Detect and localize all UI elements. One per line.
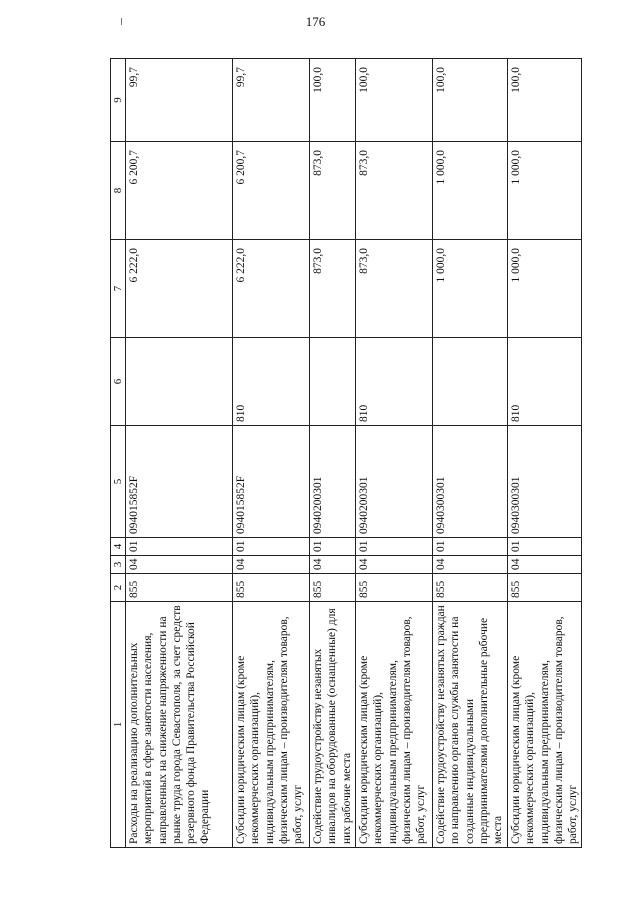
- col-header: 6: [111, 338, 126, 426]
- table-row: [356, 59, 433, 848]
- scan-mark: [121, 18, 122, 25]
- amount-cell: 6 200,7: [233, 142, 310, 240]
- rotated-table-area: [110, 59, 580, 848]
- code-cell: 04: [508, 556, 582, 574]
- amount-cell: 6 200,7: [126, 142, 233, 240]
- amount-cell: 6 222,0: [126, 240, 233, 338]
- code-cell: 04: [126, 556, 233, 574]
- code-cell: 810: [233, 338, 310, 426]
- code-cell: 01: [356, 538, 433, 556]
- col-header: 8: [111, 142, 126, 240]
- code-cell: 01: [233, 538, 310, 556]
- code-cell: 04: [356, 556, 433, 574]
- code-cell: 01: [433, 538, 508, 556]
- row-description: Содействие трудоустройству незанятых инвалидов на оборудованные (оснащенные) для них рабочие места: [310, 602, 356, 848]
- code-cell: 855: [233, 574, 310, 602]
- code-cell: 01: [310, 538, 356, 556]
- code-cell: 094015852F: [233, 426, 310, 538]
- code-cell: 094015852F: [126, 426, 233, 538]
- amount-cell: 873,0: [356, 240, 433, 338]
- col-header: 5: [111, 426, 126, 538]
- code-cell: 0940200301: [356, 426, 433, 538]
- code-cell: [310, 338, 356, 426]
- row-description: Субсидии юридическим лицам (кроме некоммерческих организаций), индивидуальным предпринимателям, физическим лицам – производителям товаров, работ, услуг: [356, 602, 433, 848]
- table-rotator: [110, 59, 580, 848]
- code-cell: 04: [233, 556, 310, 574]
- table-row: [508, 59, 582, 848]
- amount-cell: 873,0: [310, 142, 356, 240]
- row-description: Содействие трудоустройству незанятых граждан по направлению органов службы занятости на созданные индивидуальными предпринимателями дополнительные рабочие места: [433, 602, 508, 848]
- col-header: 9: [111, 59, 126, 142]
- amount-cell: 873,0: [310, 240, 356, 338]
- code-cell: [126, 338, 233, 426]
- percent-cell: 100,0: [310, 59, 356, 142]
- code-cell: 04: [433, 556, 508, 574]
- col-header: 3: [111, 556, 126, 574]
- table-row: [126, 59, 233, 848]
- amount-cell: 1 000,0: [433, 142, 508, 240]
- row-description: Субсидии юридическим лицам (кроме некоммерческих организаций), индивидуальным предпринимателям, физическим лицам – производителям товаров, работ, услуг: [508, 602, 582, 848]
- code-cell: 855: [508, 574, 582, 602]
- table-row: [233, 59, 310, 848]
- col-header: 7: [111, 240, 126, 338]
- col-header: 4: [111, 538, 126, 556]
- code-cell: 810: [356, 338, 433, 426]
- row-description: Расходы на реализацию дополнительных мероприятий в сфере занятости населения, направленных на снижение напряженности на рынке труда города Севастополя, за счет средств резервного фонда Правительства Российской Федерации: [126, 602, 233, 848]
- code-cell: 01: [508, 538, 582, 556]
- header-row: [111, 59, 126, 848]
- amount-cell: 873,0: [356, 142, 433, 240]
- table-row: [433, 59, 508, 848]
- table-row: [310, 59, 356, 848]
- percent-cell: 99,7: [126, 59, 233, 142]
- code-cell: 0940300301: [508, 426, 582, 538]
- amount-cell: 1 000,0: [508, 240, 582, 338]
- code-cell: 855: [433, 574, 508, 602]
- code-cell: 01: [126, 538, 233, 556]
- percent-cell: 100,0: [433, 59, 508, 142]
- amount-cell: 1 000,0: [433, 240, 508, 338]
- amount-cell: 1 000,0: [508, 142, 582, 240]
- row-description: Субсидии юридическим лицам (кроме некоммерческих организаций), индивидуальным предпринимателям, физическим лицам – производителям товаров, работ, услуг: [233, 602, 310, 848]
- col-header: 2: [111, 574, 126, 602]
- percent-cell: 100,0: [508, 59, 582, 142]
- col-header: 1: [111, 602, 126, 848]
- code-cell: 0940300301: [433, 426, 508, 538]
- code-cell: 810: [508, 338, 582, 426]
- page-number: 176: [305, 14, 326, 29]
- code-cell: 855: [356, 574, 433, 602]
- amount-cell: 6 222,0: [233, 240, 310, 338]
- code-cell: 855: [310, 574, 356, 602]
- code-cell: 0940200301: [310, 426, 356, 538]
- budget-table: [110, 58, 582, 848]
- code-cell: [433, 338, 508, 426]
- code-cell: 04: [310, 556, 356, 574]
- percent-cell: 100,0: [356, 59, 433, 142]
- percent-cell: 99,7: [233, 59, 310, 142]
- code-cell: 855: [126, 574, 233, 602]
